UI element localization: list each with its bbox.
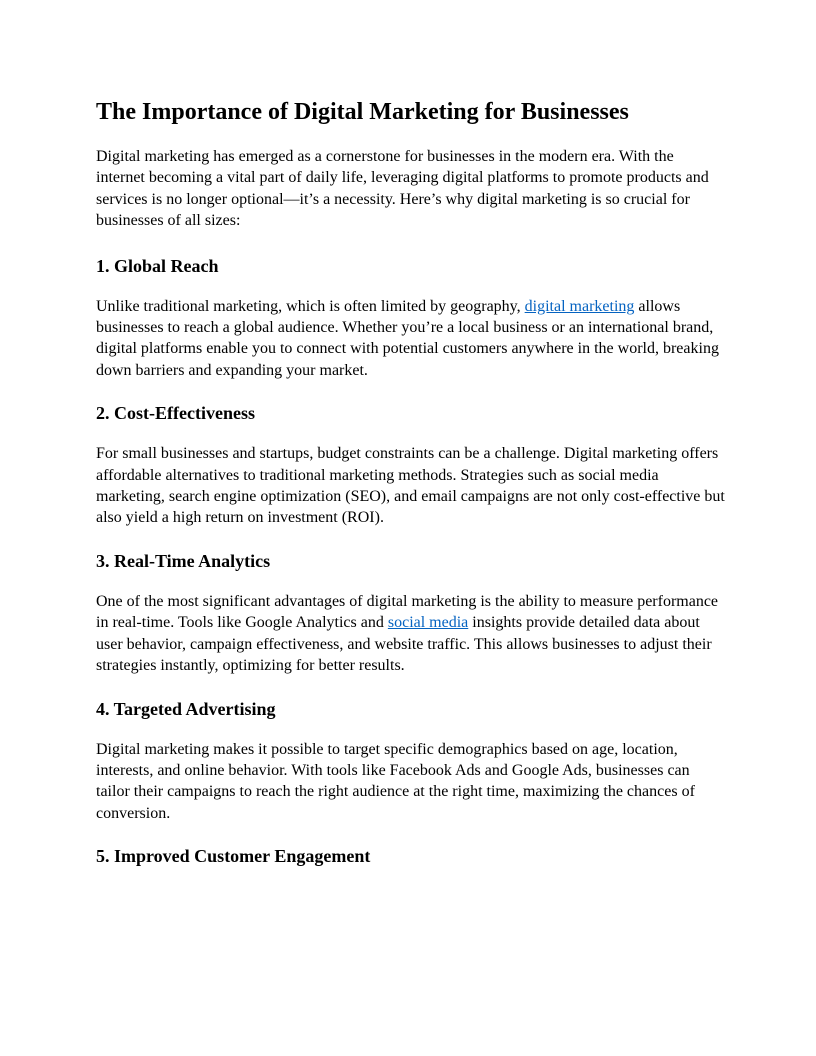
social-media-link[interactable]: social media bbox=[387, 614, 469, 632]
section-text-after-link: insights provide detailed data about user behavior, campaign effectiveness, and website traffic. This allows businesses to adjust their strategies instantly, optimizing for better results. bbox=[96, 614, 712, 675]
document-page bbox=[96, 96, 726, 868]
section-heading-customer-engagement: 5. Improved Customer Engagement bbox=[96, 846, 371, 867]
section-text-before-link: One of the most significant advantages of digital marketing is the ability to measure performance in real-time. Tools like Google Analytics and bbox=[96, 592, 719, 632]
section-heading-targeted-advertising: 4. Targeted Advertising bbox=[96, 698, 276, 719]
digital-marketing-link[interactable]: digital marketing bbox=[524, 297, 635, 315]
section-heading-real-time-analytics: 3. Real-Time Analytics bbox=[96, 550, 271, 571]
section-text-after-link: allows businesses to reach a global audience. Whether you’re a local business or an international brand, digital platforms enable you to connect with potential customers anywhere in the world, breaking down barriers and expanding your market. bbox=[96, 297, 719, 379]
section-text-before-link: Unlike traditional marketing, which is often limited by geography, bbox=[96, 297, 525, 315]
section-body-targeted-advertising: Digital marketing makes it possible to target specific demographics based on age, location, interests, and online behavior. With tools like Facebook Ads and Google Ads, businesses can tailor their campaigns to reach the right audience at the right time, maximizing the chances of conversion. bbox=[96, 740, 695, 822]
section-body-real-time-analytics bbox=[96, 591, 726, 677]
section-body-global-reach bbox=[96, 296, 726, 382]
document-title: The Importance of Digital Marketing for Businesses bbox=[96, 99, 629, 125]
section-heading-cost-effectiveness: 2. Cost-Effectiveness bbox=[96, 403, 255, 424]
section-body-cost-effectiveness: For small businesses and startups, budget constraints can be a challenge. Digital marketing offers affordable alternatives to traditional marketing methods. Strategies such as social media marketing, search engine optimization (SEO), and email campaigns are not only cost-effective but also yield a high return on investment (ROI). bbox=[96, 445, 725, 527]
section-heading-global-reach: 1. Global Reach bbox=[96, 255, 219, 276]
intro-paragraph: Digital marketing has emerged as a cornerstone for businesses in the modern era. With the internet becoming a vital part of daily life, leveraging digital platforms to promote products and services is no longer optional—it’s a necessity. Here’s why digital marketing is so crucial for businesses of all sizes: bbox=[96, 148, 709, 230]
